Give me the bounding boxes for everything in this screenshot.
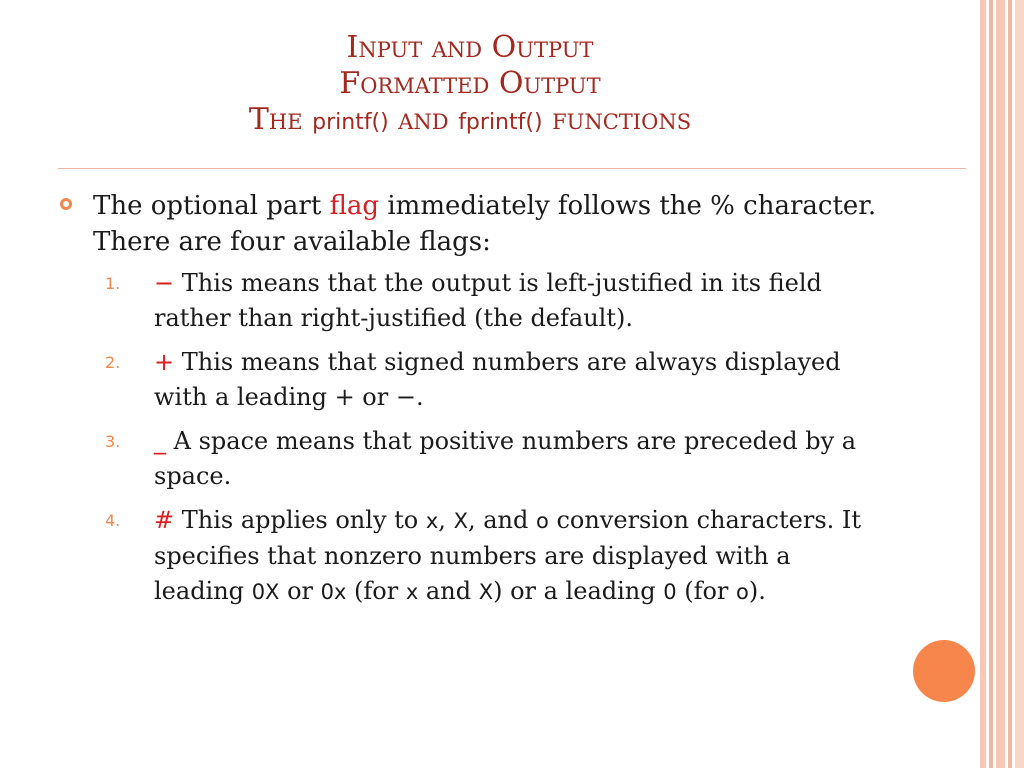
flag-description: This applies only to [174, 506, 426, 534]
code-token: X [478, 580, 494, 604]
list-item [60, 345, 880, 415]
flag-description: This means that signed numbers are always displayed with a leading + or −. [154, 348, 841, 411]
title-line-1: Input and Output [346, 30, 594, 65]
code-token: o [535, 509, 549, 533]
title-code: printf() [312, 110, 389, 135]
code-token: x [405, 580, 419, 604]
decorative-stripe [980, 0, 986, 768]
title-line-3 [80, 102, 860, 141]
title-text: The [248, 102, 313, 137]
flag-keyword: flag [329, 191, 380, 221]
title-divider [58, 168, 966, 169]
title-text: functions [542, 102, 692, 137]
flag-symbol: # [154, 506, 175, 534]
decorative-stripe [989, 0, 993, 768]
list-item [60, 503, 880, 610]
intro-text: The optional part [93, 191, 330, 221]
decorative-stripe [1015, 0, 1024, 768]
code-token: X [453, 509, 468, 533]
flag-description: ). [748, 577, 766, 605]
slide-body [60, 188, 880, 619]
code-token: 0 [663, 580, 677, 604]
flag-symbol: − [154, 269, 175, 297]
decorative-stripe [996, 0, 1005, 768]
title-code: fprintf() [458, 110, 543, 135]
decorative-circle [913, 640, 975, 702]
flag-symbol: + [154, 348, 175, 376]
title-text: and [388, 102, 459, 137]
flag-description: ) or a leading [493, 577, 664, 605]
flags-list [60, 266, 880, 610]
list-number: 1. [105, 274, 121, 293]
list-item [60, 424, 880, 494]
list-item [60, 266, 880, 336]
code-token: 0X [251, 580, 280, 604]
flag-description: or [279, 577, 321, 605]
slide-title [80, 30, 860, 141]
decorative-stripe [1008, 0, 1012, 768]
flag-description: conversion characters. It specifies that nonzero numbers are displayed with a leading [154, 506, 862, 605]
list-number: 2. [105, 353, 121, 372]
flag-symbol: _ [154, 427, 166, 455]
flag-description: (for [346, 577, 406, 605]
flag-description: This means that the output is left-justified in its field rather than right-justified (the default). [154, 269, 822, 332]
list-number: 3. [105, 432, 121, 451]
bullet-circle-icon [60, 198, 72, 210]
flag-description: A space means that positive numbers are preceded by a space. [154, 427, 857, 490]
main-bullet [60, 188, 880, 260]
code-token: x [425, 509, 439, 533]
flag-description: (for [676, 577, 737, 605]
list-number: 4. [105, 511, 121, 530]
intro-text: immediately follows the % character. There are four available flags: [93, 191, 877, 257]
flag-description: , and [467, 506, 536, 534]
title-line-2: Formatted Output [339, 66, 601, 101]
flag-description: , [438, 506, 454, 534]
code-token: 0x [320, 580, 347, 604]
code-token: o [736, 580, 749, 604]
flag-description: and [418, 577, 479, 605]
